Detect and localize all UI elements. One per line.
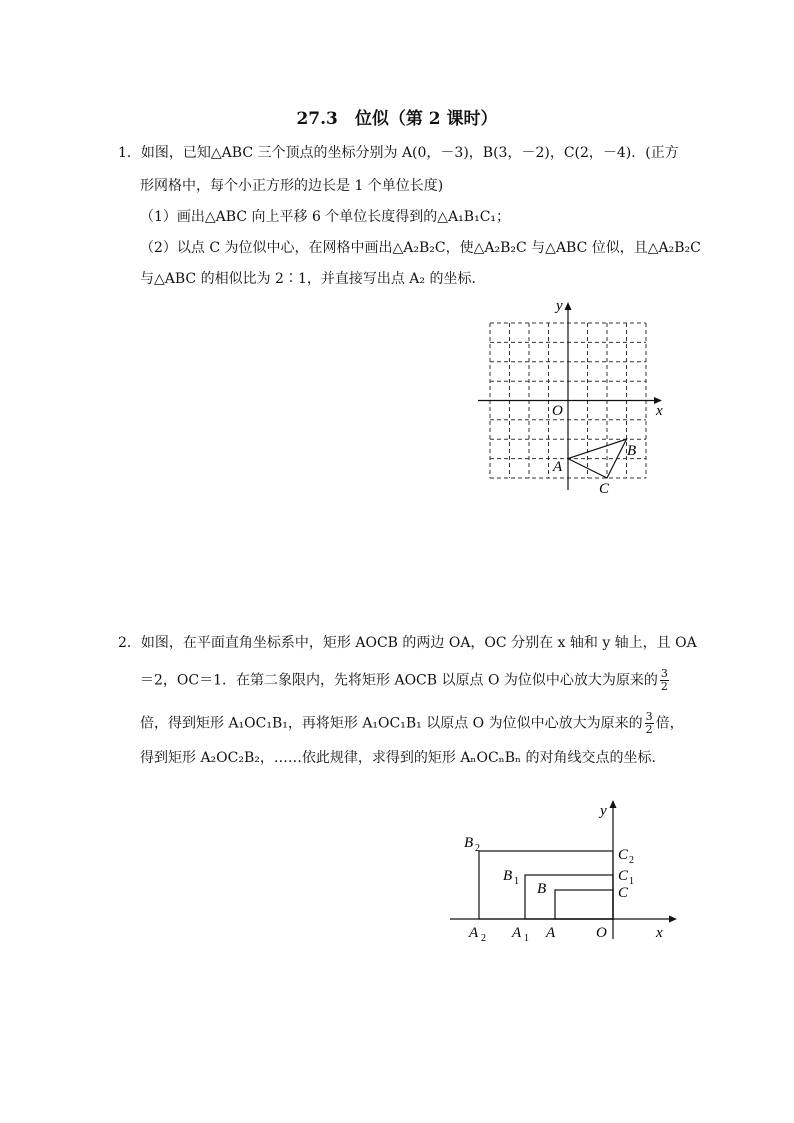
q2-line-4: 得到矩形 A₂OC₂B₂，……依此规律，求得到的矩形 AₙOCₙBₙ 的对角线交点的坐标． bbox=[140, 750, 666, 766]
q1-line-1: 1．如图，已知△ABC 三个顶点的坐标分别为 A(0，－3)，B(3，－2)，C(2，－4)．(正方 bbox=[118, 145, 679, 161]
y-axis-label: y bbox=[556, 298, 563, 314]
point-a2-label: A bbox=[469, 925, 479, 941]
q2-line-1: 2．如图，在平面直角坐标系中，矩形 AOCB 的两边 OA，OC 分别在 x 轴和 y 轴上，且 OA bbox=[118, 635, 697, 651]
fraction-denominator: 2 bbox=[660, 680, 668, 693]
y-axis-2-arrow bbox=[610, 800, 617, 808]
point-a-label: A bbox=[553, 459, 563, 475]
point-a1-subscript: 1 bbox=[524, 933, 529, 944]
fraction-denominator-2: 2 bbox=[645, 723, 653, 736]
point-c-2-label: C bbox=[618, 885, 629, 901]
point-a2-subscript: 2 bbox=[481, 933, 486, 944]
q2-line-3-tail: 倍， bbox=[655, 715, 684, 732]
q2-line-3-text: 倍，得到矩形 A₁OC₁B₁，再将矩形 A₁OC₁B₁ 以原点 O 为位似中心放大为原来的 bbox=[140, 715, 643, 732]
point-c1-subscript: 1 bbox=[629, 876, 634, 887]
y-axis-arrow bbox=[565, 302, 572, 310]
fraction-three-halves-2 bbox=[645, 711, 654, 736]
page-title: 27.3 位似（第 2 课时） bbox=[296, 109, 498, 129]
fraction-numerator-2: 3 bbox=[645, 710, 653, 723]
point-c2-subscript: 2 bbox=[629, 855, 634, 866]
q1-line-2: 形网格中，每个小正方形的边长是 1 个单位长度) bbox=[140, 178, 444, 194]
point-c-label: C bbox=[599, 481, 610, 497]
rectangle-aocb bbox=[555, 890, 613, 919]
point-b2-subscript: 2 bbox=[475, 843, 480, 854]
point-a-2-label: A bbox=[546, 925, 556, 941]
x-axis-2-label: x bbox=[656, 925, 663, 941]
point-b1-label: B bbox=[503, 868, 513, 884]
figure-2-rectangles bbox=[445, 795, 685, 945]
point-c1-label: C bbox=[618, 868, 629, 884]
q1-line-5: 与△ABC 的相似比为 2∶1，并直接写出点 A₂ 的坐标． bbox=[140, 271, 486, 287]
y-axis-2-label: y bbox=[600, 803, 607, 819]
point-b-2-label: B bbox=[537, 881, 547, 897]
point-c2-label: C bbox=[618, 847, 629, 863]
point-b2-label: B bbox=[464, 835, 474, 851]
q2-line-2 bbox=[140, 668, 671, 693]
x-axis-label: x bbox=[656, 403, 663, 419]
q1-line-3: （1）画出△ABC 向上平移 6 个单位长度得到的△A₁B₁C₁； bbox=[140, 209, 511, 225]
fraction-three-halves bbox=[660, 668, 669, 693]
point-b1-subscript: 1 bbox=[514, 876, 519, 887]
fraction-numerator: 3 bbox=[660, 667, 668, 680]
origin-label: O bbox=[552, 403, 563, 419]
q1-line-4: （2）以点 C 为位似中心，在网格中画出△A₂B₂C，使△A₂B₂C 与△ABC 位似，且△A₂B₂C bbox=[140, 240, 701, 256]
origin-2-label: O bbox=[596, 925, 607, 941]
point-a1-label: A bbox=[512, 925, 522, 941]
q2-line-2-text: ＝2，OC＝1．在第二象限内，先将矩形 AOCB 以原点 O 为位似中心放大为原来的 bbox=[140, 672, 658, 689]
q2-line-3 bbox=[140, 711, 684, 736]
figure-1-grid bbox=[470, 298, 680, 498]
x-axis-2-arrow bbox=[669, 916, 677, 923]
point-b-label: B bbox=[627, 443, 637, 459]
